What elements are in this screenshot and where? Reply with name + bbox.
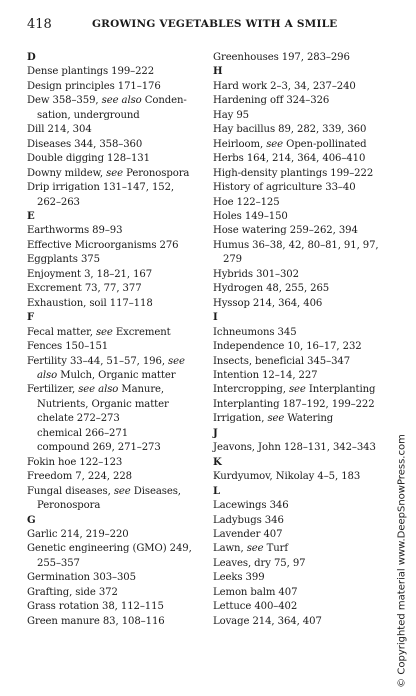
index-entry	[213, 514, 393, 528]
entry-text: K	[213, 456, 222, 468]
index-entry	[213, 615, 393, 629]
entry-text: Fungal diseases,	[27, 485, 114, 497]
entry-text: Lawn,	[213, 543, 247, 555]
entry-text: Enjoyment 3, 18–21, 167	[27, 268, 153, 280]
entry-text: Double digging 128–131	[27, 153, 150, 165]
entry-text: Excrement 73, 77, 377	[27, 283, 142, 295]
entry-text: Genetic engineering (GMO) 249,	[27, 543, 192, 555]
cross-reference-target: Excrement	[112, 326, 171, 338]
index-entry	[213, 80, 393, 94]
entry-text: Lemon balm 407	[213, 586, 298, 598]
entry-text: Humus 36–38, 42, 80–81, 91, 97,	[213, 239, 379, 251]
index-entry	[213, 224, 393, 238]
index-entry	[213, 398, 393, 412]
index-entry	[213, 297, 393, 311]
entry-text: Hose watering 259–262, 394	[213, 225, 358, 237]
index-section-letter	[213, 311, 393, 325]
index-section-letter	[27, 210, 213, 224]
index-entry	[213, 528, 393, 542]
page-number: 418	[27, 17, 52, 32]
index-entry	[27, 355, 213, 369]
entry-text: 255–357	[37, 557, 80, 569]
cross-reference-target: Interplanting	[305, 384, 376, 396]
entry-text: Hybrids 301–302	[213, 268, 299, 280]
index-entry	[213, 369, 393, 383]
index-entry	[213, 109, 393, 123]
index-entry	[213, 571, 393, 585]
entry-text: Earthworms 89–93	[27, 225, 123, 237]
index-entry	[213, 138, 393, 152]
index-entry	[27, 297, 213, 311]
running-head: GROWING VEGETABLES WITH A SMILE	[92, 18, 338, 30]
index-entry	[27, 224, 213, 238]
entry-text: Independence 10, 16–17, 232	[213, 341, 362, 353]
index-entry	[213, 542, 393, 556]
index-subentry	[27, 412, 213, 426]
entry-text: Irrigation,	[213, 413, 268, 425]
index-section-letter	[27, 51, 213, 65]
entry-text: Lovage 214, 364, 407	[213, 615, 322, 627]
index-entry	[213, 282, 393, 296]
entry-text: Hyssop 214, 364, 406	[213, 297, 323, 309]
index-section-letter	[213, 65, 393, 79]
index-entry	[213, 586, 393, 600]
index-column-left	[27, 51, 213, 629]
index-entry	[27, 326, 213, 340]
cross-reference-label: see	[246, 543, 264, 555]
index-entry	[213, 210, 393, 224]
entry-text: Kurdyumov, Nikolay 4–5, 183	[213, 471, 361, 483]
index-section-letter	[213, 427, 393, 441]
index-entry	[27, 268, 213, 282]
entry-text: Interplanting 187–192, 199–222	[213, 398, 375, 410]
entry-text: Intercropping,	[213, 384, 289, 396]
index-entry	[27, 456, 213, 470]
index-entry	[27, 340, 213, 354]
entry-text: compound 269, 271–273	[37, 442, 161, 454]
entry-text: Hay bacillus 89, 282, 339, 360	[213, 124, 367, 136]
cross-reference-target: Watering	[284, 413, 334, 425]
entry-text: Intention 12–14, 227	[213, 369, 318, 381]
entry-text: Germination 303–305	[27, 572, 136, 584]
index-entry	[27, 586, 213, 600]
entry-text: Lavender 407	[213, 528, 283, 540]
entry-text: Diseases 344, 358–360	[27, 138, 143, 150]
index-entry	[27, 571, 213, 585]
entry-text: Holes 149–150	[213, 210, 288, 222]
entry-text: H	[213, 66, 223, 78]
copyright-watermark	[392, 430, 412, 692]
index-section-letter	[27, 514, 213, 528]
entry-text: Herbs 164, 214, 364, 406–410	[213, 153, 366, 165]
index-entry-continuation	[27, 369, 213, 383]
entry-text: J	[213, 427, 218, 439]
index-entry	[27, 542, 213, 556]
entry-text: Hard work 2–3, 34, 237–240	[213, 80, 356, 92]
entry-text: Ichneumons 345	[213, 326, 297, 338]
index-entry	[213, 340, 393, 354]
entry-text: F	[27, 312, 35, 324]
entry-text: Fertility 33–44, 51–57, 196,	[27, 355, 169, 367]
entry-text: Garlic 214, 219–220	[27, 528, 129, 540]
entry-text: Green manure 83, 108–116	[27, 615, 165, 627]
index-entry	[213, 383, 393, 397]
entry-text: Eggplants 375	[27, 254, 100, 266]
index-entry	[213, 268, 393, 282]
entry-text: Leaves, dry 75, 97	[213, 557, 306, 569]
index-entry	[213, 600, 393, 614]
index-entry	[27, 138, 213, 152]
index-entry	[27, 123, 213, 137]
cross-reference-label: see	[267, 413, 285, 425]
index-entry	[27, 181, 213, 195]
index-entry	[27, 600, 213, 614]
entry-text: L	[213, 485, 220, 497]
entry-text: History of agriculture 33–40	[213, 182, 356, 194]
entry-text: Fecal matter,	[27, 326, 96, 338]
entry-text: I	[213, 312, 218, 324]
entry-text: Nutrients, Organic matter	[37, 398, 169, 410]
cross-reference-label: see	[266, 138, 284, 150]
index-entry	[27, 282, 213, 296]
index-entry	[27, 167, 213, 181]
index-entry	[27, 615, 213, 629]
index-entry	[213, 470, 393, 484]
entry-text: Design principles 171–176	[27, 80, 161, 92]
cross-reference-target: Mulch, Organic matter	[57, 369, 176, 381]
entry-text: Greenhouses 197, 283–296	[213, 52, 350, 63]
index-entry	[213, 94, 393, 108]
entry-text: High-density plantings 199–222	[213, 167, 374, 179]
index-section-letter	[213, 485, 393, 499]
cross-reference-label: see	[106, 167, 123, 179]
entry-text: 279	[223, 254, 242, 266]
cross-reference-target: Open-pollinated	[283, 138, 367, 150]
index-entry-continuation	[27, 109, 213, 123]
entry-text: Fokin hoe 122–123	[27, 456, 123, 468]
entry-text: Jeavons, John 128–131, 342–343	[213, 442, 376, 454]
cross-reference-label: also	[37, 369, 58, 381]
index-entry	[27, 470, 213, 484]
entry-text: chelate 272–273	[37, 413, 120, 425]
entry-text: Insects, beneficial 345–347	[213, 355, 351, 367]
index-entry	[213, 557, 393, 571]
index-entry	[213, 196, 393, 210]
entry-text: G	[27, 514, 36, 526]
entry-text: Hoe 122–125	[213, 196, 280, 208]
index-entry	[213, 326, 393, 340]
entry-text: Freedom 7, 224, 228	[27, 471, 132, 483]
cross-reference-target: Peronospora	[122, 167, 190, 179]
index-entry-continuation	[213, 253, 393, 267]
watermark-text: © Copyrighted material www.DeepSnowPress.com	[396, 434, 408, 688]
index-subentry	[27, 427, 213, 441]
cross-reference-label: see also	[78, 384, 119, 396]
entry-text: Grass rotation 38, 112–115	[27, 601, 164, 613]
index-entry	[213, 51, 393, 65]
index-entry-continuation	[27, 196, 213, 210]
entry-text: Heirloom,	[213, 138, 267, 150]
cross-reference-label: see also	[101, 95, 142, 107]
entry-text: Hardening off 324–326	[213, 95, 330, 107]
index-entry-continuation	[27, 499, 213, 513]
entry-text: E	[27, 210, 35, 222]
entry-text: sation, underground	[37, 109, 140, 121]
cross-reference-label: see	[95, 326, 113, 338]
index-entry	[27, 383, 213, 397]
entry-text: Peronospora	[37, 500, 101, 512]
cross-reference-target: Conden-	[141, 95, 187, 107]
index-entry	[27, 65, 213, 79]
index-entry	[213, 499, 393, 513]
entry-text: Hydrogen 48, 255, 265	[213, 283, 330, 295]
cross-reference-target: Diseases,	[130, 485, 181, 497]
index-entry	[27, 239, 213, 253]
cross-reference-label: see	[113, 485, 131, 497]
index-entry	[213, 123, 393, 137]
index-entry	[213, 167, 393, 181]
entry-text: chemical 266–271	[37, 427, 129, 439]
cross-reference-label: see	[168, 355, 185, 367]
entry-text: Exhaustion, soil 117–118	[27, 297, 153, 309]
entry-text: 262–263	[37, 196, 80, 208]
cross-reference-target: Turf	[263, 543, 289, 555]
entry-text: Leeks 399	[213, 572, 265, 584]
index-section-letter	[213, 456, 393, 470]
entry-text: Fertilizer,	[27, 384, 79, 396]
index-entry	[213, 181, 393, 195]
entry-text: Dew 358–359,	[27, 95, 102, 107]
entry-text: Downy mildew,	[27, 167, 107, 179]
index-entry	[27, 253, 213, 267]
index-entry	[213, 239, 393, 253]
entry-text: D	[27, 52, 36, 63]
entry-text: Lettuce 400–402	[213, 601, 298, 613]
index-entry-continuation	[27, 398, 213, 412]
index-entry	[213, 355, 393, 369]
entry-text: Dense plantings 199–222	[27, 66, 155, 78]
index-section-letter	[27, 311, 213, 325]
entry-text: Lacewings 346	[213, 500, 289, 512]
entry-text: Grafting, side 372	[27, 586, 118, 598]
index-entry	[213, 152, 393, 166]
cross-reference-label: see	[288, 384, 306, 396]
index-entry	[27, 94, 213, 108]
entry-text: Ladybugs 346	[213, 514, 284, 526]
index-entry-continuation	[27, 557, 213, 571]
index-entry	[27, 528, 213, 542]
index-subentry	[27, 441, 213, 455]
entry-text: Effective Microorganisms 276	[27, 239, 179, 251]
entry-text: Drip irrigation 131–147, 152,	[27, 182, 175, 194]
index-entry	[27, 485, 213, 499]
index-entry	[27, 80, 213, 94]
entry-text: Dill 214, 304	[27, 124, 92, 136]
entry-text: Fences 150–151	[27, 341, 109, 353]
index-entry	[213, 412, 393, 426]
cross-reference-target: Manure,	[118, 384, 165, 396]
index-column-right	[213, 51, 393, 629]
index-entry	[27, 152, 213, 166]
index-entry	[213, 441, 393, 455]
entry-text: Hay 95	[213, 109, 249, 121]
